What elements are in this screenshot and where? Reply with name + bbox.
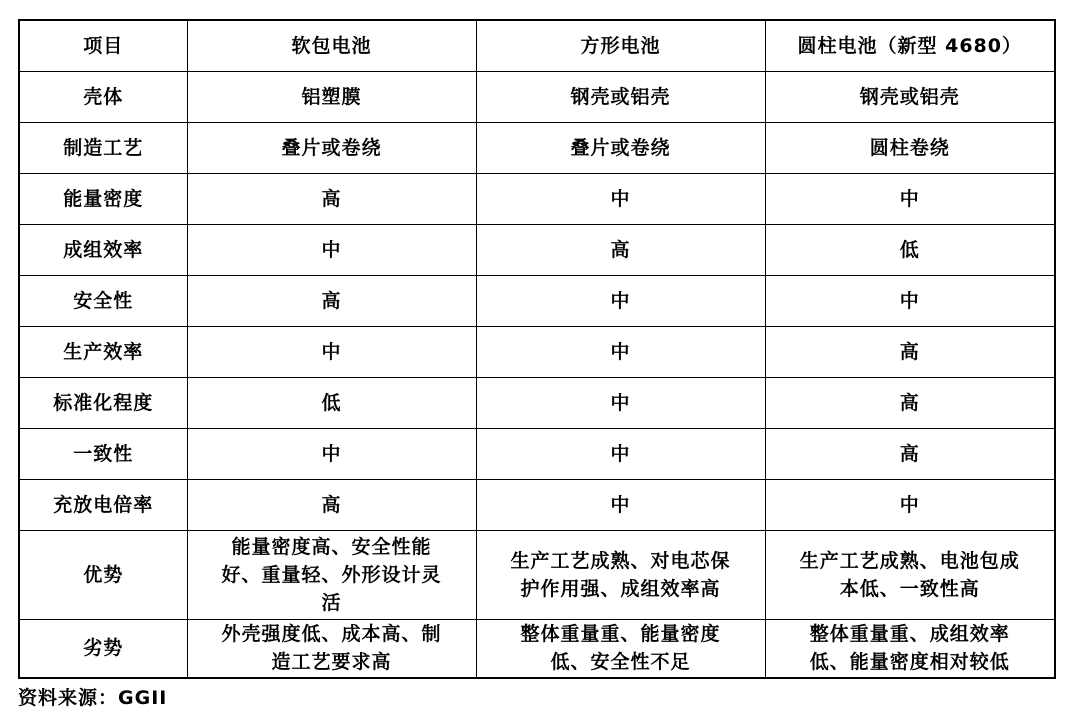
table-cell: 低: [187, 377, 476, 428]
table-row-standardization: [19, 377, 1055, 428]
table-row-safety: [19, 275, 1055, 326]
table-cell: 中: [765, 173, 1055, 224]
table-cell: 外壳强度低、成本高、制 造工艺要求高: [187, 619, 476, 678]
table-cell: 中: [187, 326, 476, 377]
table-cell: 中: [476, 377, 765, 428]
table-cell: 整体重量重、成组效率 低、能量密度相对较低: [765, 619, 1055, 678]
table-row-process: [19, 122, 1055, 173]
row-label: 安全性: [19, 275, 187, 326]
table-cell: 高: [476, 224, 765, 275]
table-row-charge-rate: [19, 479, 1055, 530]
table-cell: 铝塑膜: [187, 71, 476, 122]
table-cell: 高: [187, 173, 476, 224]
table-cell: 叠片或卷绕: [187, 122, 476, 173]
table-cell: 中: [476, 173, 765, 224]
table-row-casing: [19, 71, 1055, 122]
table-cell: 高: [187, 275, 476, 326]
table-cell: 能量密度高、安全性能 好、重量轻、外形设计灵 活: [187, 530, 476, 619]
table-cell: 钢壳或铝壳: [765, 71, 1055, 122]
table-cell: 高: [765, 428, 1055, 479]
row-label: 生产效率: [19, 326, 187, 377]
table-row-pack-efficiency: [19, 224, 1055, 275]
row-label: 成组效率: [19, 224, 187, 275]
table-cell: 整体重量重、能量密度 低、安全性不足: [476, 619, 765, 678]
header-cell-pouch: 软包电池: [187, 20, 476, 71]
table-cell: 叠片或卷绕: [476, 122, 765, 173]
table-cell: 中: [476, 275, 765, 326]
table-cell: 生产工艺成熟、电池包成 本低、一致性高: [765, 530, 1055, 619]
row-label: 壳体: [19, 71, 187, 122]
row-label: 优势: [19, 530, 187, 619]
table-cell: 中: [476, 428, 765, 479]
table-row-disadvantages: [19, 619, 1055, 678]
table-cell: 中: [476, 479, 765, 530]
table-cell: 高: [765, 377, 1055, 428]
table-cell: 中: [765, 275, 1055, 326]
row-label: 充放电倍率: [19, 479, 187, 530]
header-cell-item: 项目: [19, 20, 187, 71]
table-row-energy-density: [19, 173, 1055, 224]
table-cell: 中: [187, 428, 476, 479]
table-cell: 生产工艺成熟、对电芯保 护作用强、成组效率高: [476, 530, 765, 619]
comparison-table-wrapper: [18, 19, 1054, 679]
table-cell: 圆柱卷绕: [765, 122, 1055, 173]
table-cell: 钢壳或铝壳: [476, 71, 765, 122]
table-header-row: [19, 20, 1055, 71]
table-cell: 中: [187, 224, 476, 275]
row-label: 能量密度: [19, 173, 187, 224]
header-cell-cylindrical: 圆柱电池（新型 4680）: [765, 20, 1055, 71]
header-cell-prismatic: 方形电池: [476, 20, 765, 71]
table-row-production-efficiency: [19, 326, 1055, 377]
row-label: 一致性: [19, 428, 187, 479]
table-cell: 中: [476, 326, 765, 377]
row-label: 制造工艺: [19, 122, 187, 173]
table-cell: 高: [765, 326, 1055, 377]
row-label: 标准化程度: [19, 377, 187, 428]
table-cell: 高: [187, 479, 476, 530]
table-cell: 中: [765, 479, 1055, 530]
row-label: 劣势: [19, 619, 187, 678]
source-note: 资料来源：GGII: [18, 687, 168, 709]
battery-comparison-table: [18, 19, 1056, 679]
table-row-advantages: [19, 530, 1055, 619]
table-cell: 低: [765, 224, 1055, 275]
table-row-consistency: [19, 428, 1055, 479]
